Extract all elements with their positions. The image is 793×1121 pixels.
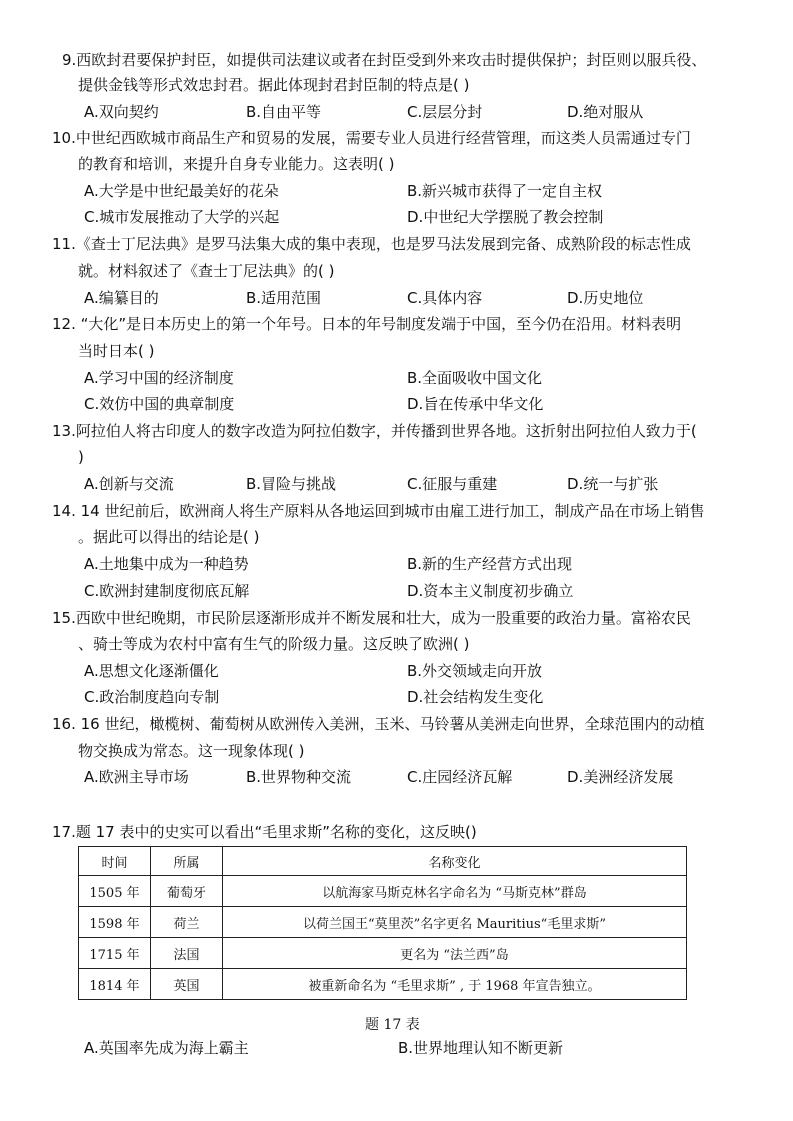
q11-stem-line-2: 就。材料叙述了《查士丁尼法典》的( ) <box>78 262 335 280</box>
cell-year: 1715 年 <box>79 938 151 969</box>
q14-stem-line-1: 14. 14 世纪前后，欧洲商人将生产原料从各地运回到城市由雇工进行加工，制成产品在市场上销售 <box>52 502 705 520</box>
q13-option-b: B.冒险与挑战 <box>246 475 337 493</box>
q15-option-c: C.政治制度趋向专制 <box>84 688 220 706</box>
q17-option-a: A.英国率先成为海上霸主 <box>84 1039 249 1057</box>
q10-stem-line-1: 10.中世纪西欧城市商品生产和贸易的发展，需要专业人员进行经营管理，而这类人员需通过专门 <box>52 129 691 147</box>
q15-stem-line-2: 、骑士等成为农村中富有生气的阶级力量。这反映了欧洲( ) <box>78 635 470 653</box>
q15-option-a: A.思想文化逐渐僵化 <box>84 662 219 680</box>
q9-option-d: D.绝对服从 <box>567 103 644 121</box>
header-owner: 所属 <box>151 847 223 876</box>
q16-stem-line-1: 16. 16 世纪，橄榄树、葡萄树从欧洲传入美洲，玉米、马铃薯从美洲走向世界，全球范围内的动植 <box>52 715 705 733</box>
q10-option-a: A.大学是中世纪最美好的花朵 <box>84 182 279 200</box>
q13-option-c: C.征服与重建 <box>407 475 498 493</box>
q17-option-b: B.世界地理认知不断更新 <box>398 1039 564 1057</box>
q9-option-a: A.双向契约 <box>84 103 159 121</box>
q16-option-b: B.世界物种交流 <box>246 768 352 786</box>
q14-option-b: B.新的生产经营方式出现 <box>407 555 573 573</box>
q9-stem-line-2: 提供金钱等形式效忠封君。据此体现封君封臣制的特点是( ) <box>78 76 470 94</box>
q13-option-a: A.创新与交流 <box>84 475 174 493</box>
table-row <box>79 938 687 969</box>
q16-option-a: A.欧洲主导市场 <box>84 768 189 786</box>
table-row <box>79 969 687 1000</box>
q11-option-c: C.具体内容 <box>407 289 483 307</box>
q10-option-b: B.新兴城市获得了一定自主权 <box>407 182 603 200</box>
q14-option-c: C.欧洲封建制度彻底瓦解 <box>84 582 250 600</box>
q17-table-caption: 题 17 表 <box>365 1017 420 1033</box>
q11-option-b: B.适用范围 <box>246 289 322 307</box>
cell-owner: 法国 <box>151 938 223 969</box>
cell-owner: 英国 <box>151 969 223 1000</box>
q12-stem-line-2: 当时日本( ) <box>78 342 155 360</box>
q12-stem-line-1: 12. “大化”是日本历史上的第一个年号。日本的年号制度发端于中国，至今仍在沿用。材料表明 <box>52 315 682 333</box>
q11-option-a: A.编纂目的 <box>84 289 159 307</box>
q12-option-a: A.学习中国的经济制度 <box>84 369 234 387</box>
q16-stem-line-2: 物交换成为常态。这一现象体现( ) <box>78 742 305 760</box>
q13-option-d: D.统一与扩张 <box>567 475 659 493</box>
q10-option-c: C.城市发展推动了大学的兴起 <box>84 208 280 226</box>
q12-option-b: B.全面吸收中国文化 <box>407 369 543 387</box>
table-header-row <box>79 847 687 876</box>
q17-stem: 17.题 17 表中的史实可以看出“毛里求斯”名称的变化，这反映() <box>52 823 477 841</box>
cell-year: 1814 年 <box>79 969 151 1000</box>
q9-stem-line-1: 9.西欧封君要保护封臣，如提供司法建议或者在封臣受到外来攻击时提供保护；封臣则以服兵役、 <box>62 51 707 69</box>
cell-name-change: 被重新命名为 “毛里求斯” , 于 1968 年宣告独立。 <box>223 969 687 1000</box>
cell-name-change: 以航海家马斯克林名字命名为 “马斯克林”群岛 <box>223 876 687 907</box>
cell-owner: 荷兰 <box>151 907 223 938</box>
header-time: 时间 <box>79 847 151 876</box>
q15-stem-line-1: 15.西欧中世纪晚期，市民阶层逐渐形成并不断发展和壮大，成为一股重要的政治力量。富裕农民 <box>52 609 691 627</box>
header-name-change: 名称变化 <box>223 847 687 876</box>
q12-option-c: C.效仿中国的典章制度 <box>84 395 235 413</box>
q14-stem-line-2: 。据此可以得出的结论是( ) <box>78 528 260 546</box>
q12-option-d: D.旨在传承中华文化 <box>407 395 544 413</box>
q11-stem-line-1: 11.《查士丁尼法典》是罗马法集大成的集中表现，也是罗马法发展到完备、成熟阶段的标志性成 <box>52 235 691 253</box>
q10-option-d: D.中世纪大学摆脱了教会控制 <box>407 208 604 226</box>
table-row <box>79 907 687 938</box>
q13-stem-line-2: ) <box>78 448 84 466</box>
q14-option-d: D.资本主义制度初步确立 <box>407 582 574 600</box>
q13-stem-line-1: 13.阿拉伯人将古印度人的数字改造为阿拉伯数字，并传播到世界各地。这折射出阿拉伯人致力于( <box>52 422 697 440</box>
q14-option-a: A.土地集中成为一种趋势 <box>84 555 249 573</box>
q10-stem-line-2: 的教育和培训，来提升自身专业能力。这表明( ) <box>78 155 395 173</box>
q17-table <box>78 846 687 1000</box>
cell-name-change: 以荷兰国王“莫里茨”名字更名 Mauritius“毛里求斯” <box>223 907 687 938</box>
cell-year: 1598 年 <box>79 907 151 938</box>
q16-option-c: C.庄园经济瓦解 <box>407 768 513 786</box>
cell-name-change: 更名为 “法兰西”岛 <box>223 938 687 969</box>
q11-option-d: D.历史地位 <box>567 289 644 307</box>
q9-option-b: B.自由平等 <box>246 103 322 121</box>
q15-option-d: D.社会结构发生变化 <box>407 688 544 706</box>
q16-option-d: D.美洲经济发展 <box>567 768 674 786</box>
q9-option-c: C.层层分封 <box>407 103 483 121</box>
cell-year: 1505 年 <box>79 876 151 907</box>
q15-option-b: B.外交领域走向开放 <box>407 662 543 680</box>
table-row <box>79 876 687 907</box>
cell-owner: 葡萄牙 <box>151 876 223 907</box>
